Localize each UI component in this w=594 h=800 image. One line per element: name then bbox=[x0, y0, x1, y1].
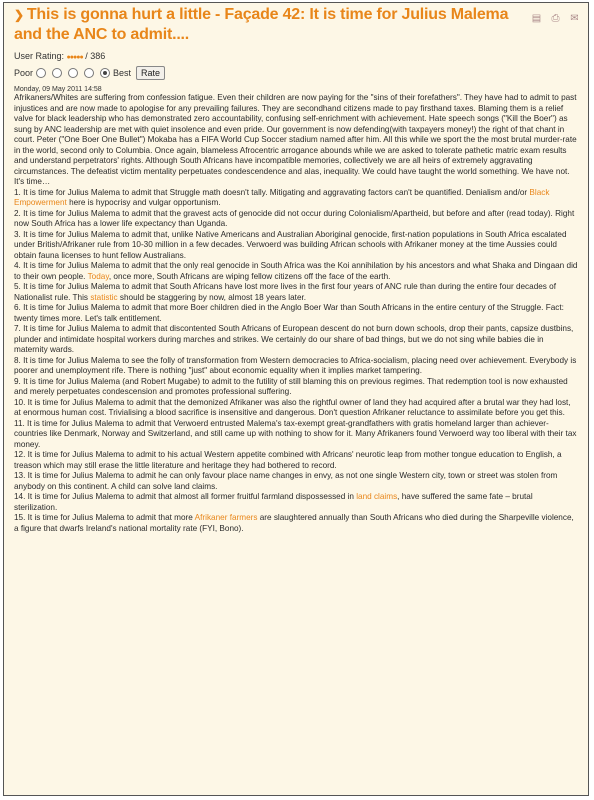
black-empowerment-link[interactable]: Black Empowerment bbox=[14, 187, 550, 207]
list-item-7: 7. It is time for Julius Malema to admit that discontented South Africans of European descent do not burn down schools, drop their pants, capsize dustbins, plunder and intimidate hospital workers during marches and strikes. We certainly do our share of bad things, but we do not sing while babies die in maternity wards. bbox=[14, 324, 574, 354]
list-item-6: 6. It is time for Julius Malema to admit that more Boer children died in the Anglo Boer War than South Africans in the entire century of the Struggle. Fact: twenty times more. Let's talk entitlement. bbox=[14, 303, 564, 323]
pdf-icon[interactable]: ▤ bbox=[531, 13, 542, 24]
vote-radio-5[interactable] bbox=[100, 68, 110, 78]
list-item-4-text-b: , once more, South Africans are wiping fellow citizens off the face of the earth. bbox=[108, 271, 391, 281]
today-link[interactable]: Today bbox=[87, 271, 109, 281]
rating-form bbox=[14, 64, 578, 82]
list-item-1-text-a: 1. It is time for Julius Malema to admit that Struggle math doesn't tally. Mitigating and aggravating factors can't be quantified. Denialism and/or bbox=[14, 187, 530, 197]
vote-radio-4[interactable] bbox=[84, 68, 94, 78]
list-item-10: 10. It is time for Julius Malema to admit that the demonized Afrikaner was also the rightful owner of land they had acquired after a brutal war they had lost, at enormous human cost. Trivialising a blood sacrifice is insensitive and dangerous. Don't question Afrikaner reluctance to assimilate before you get this. bbox=[14, 397, 571, 417]
list-item-8: 8. It is time for Julius Malema to see the folly of transformation from Western democracies to Africa-socialism, placing need over achievement. Everybody is poorer and unemployment rife. There is nothing "just" about economic equality when it implies market tampering. bbox=[14, 355, 577, 375]
vote-best-label: Best bbox=[113, 68, 132, 78]
article-frame bbox=[3, 2, 589, 796]
rating-stars: ●●●●● bbox=[66, 54, 83, 61]
vote-radio-3[interactable] bbox=[68, 68, 78, 78]
list-item-5-text-b: should be staggering by now, almost 18 years later. bbox=[117, 292, 307, 302]
title-arrow-icon: ❯ bbox=[14, 8, 24, 22]
list-item-14-text-a: 14. It is time for Julius Malema to admit that almost all former fruitful farmland dispossessed in bbox=[14, 492, 357, 501]
article-body bbox=[4, 93, 588, 534]
article-title-text[interactable]: This is gonna hurt a little - Façade 42: It is time for Julius Malema and the ANC to admit.... bbox=[14, 6, 509, 43]
list-item-13: 13. It is time for Julius Malema to admit he can only favour place name changes in envy, as not one single Western city, town or street was stolen from anybody on this continent. A child can solve land claims. bbox=[14, 471, 558, 491]
list-item-4 bbox=[14, 261, 578, 282]
list-item-4-text-a: 4. It is time for Julius Malema to admit that the only real genocide in South Africa was the Koi annihilation by his ancestors and what Shaka and Dingaan did to their own people. bbox=[14, 261, 578, 281]
list-item-1-text-b: here is hypocrisy and vulgar opportunism. bbox=[66, 198, 221, 207]
afrikaner-farmers-link[interactable]: Afrikaner farmers bbox=[194, 513, 258, 522]
vote-radio-2[interactable] bbox=[52, 68, 62, 78]
list-item-11: 11. It is time for Julius Malema to admit that Verwoerd entrusted Malema's tax-exempt great-grandfathers with gratis homeland larger than achiever-countries like Denmark, Norway and Switzerland, and still came up with nothing to show for it. Many Afrikaners found Verwoerd way too liberal with their tax money. bbox=[14, 418, 577, 449]
list-item-14 bbox=[14, 492, 578, 513]
article-meta bbox=[4, 44, 588, 93]
vote-radio-1[interactable] bbox=[36, 68, 46, 78]
rating-label: User Rating: bbox=[14, 51, 65, 61]
user-rating bbox=[14, 50, 578, 62]
list-item-15-text-b: are slaughtered annually than South Africans who died during the Sharpeville violence, a figure that dwarfs Ireland's national mortality rate (FYI, Bono). bbox=[14, 513, 574, 533]
list-item-15 bbox=[14, 513, 578, 534]
rate-button[interactable]: Rate bbox=[136, 66, 165, 80]
list-item-5-text-a: 5. It is time for Julius Malema to admit that South Africans have lost more lives in the first four years of ANC rule than during the entire four decades of Nationalist rule. This bbox=[14, 282, 556, 302]
title-bar bbox=[4, 3, 588, 44]
rating-count: / 386 bbox=[85, 51, 106, 61]
land-claims-link[interactable]: land claims bbox=[356, 492, 398, 501]
article-date: Monday, 09 May 2011 14:58 bbox=[14, 86, 102, 93]
list-item-12: 12. It is time for Julius Malema to admit to his actual Western appetite combined with Africans' neurotic leap from mother tongue education to English, a treason which may still erase the little literature and heritage they had bothered to record. bbox=[14, 450, 562, 470]
list-item-1 bbox=[14, 188, 578, 209]
list-item-15-text-a: 15. It is time for Julius Malema to admit that more bbox=[14, 513, 195, 522]
its-time-line: It's time… bbox=[14, 177, 51, 186]
print-icon[interactable]: ⎙ bbox=[551, 13, 560, 24]
statistic-link[interactable]: statistic bbox=[90, 292, 118, 302]
list-item-14-text-b: , have suffered the same fate – brutal sterilization. bbox=[14, 492, 533, 512]
list-item-9: 9. It is time for Julius Malema (and Robert Mugabe) to admit to the futility of still blaming this on previous regimes. That redemption tool is now exhausted and merely perpetuates condescension and promotes professional suffering. bbox=[14, 376, 568, 396]
list-item-2: 2. It is time for Julius Malema to admit that the gravest acts of genocide did not occur during Colonialism/Apartheid, but before and after (read today). Right now South Africa has a lower life expectancy than Uganda. bbox=[14, 208, 575, 228]
list-item-3: 3. It is time for Julius Malema to admit that, unlike Native Americans and Australian Aboriginal genocide, first-nation populations in South Africa escalated under British/Afrikaner rule from 10-30 million in a few decades. Verwoerd was building African schools with Afrikaner money at the time Aussies could obtain fauna licenses to hunt fellow Australians. bbox=[14, 229, 567, 260]
intro-paragraph: Afrikaners/Whites are suffering from confession fatigue. Even their children are now paying for the "sins of their forefathers". They have had to admit to past injustices and are now made to apologise for any prevailing failures. They are secondhand citizens made to pay firsthand taxes. Blaming them is a relief valve for black leadership who has demonstrated zero accountability, confusing self-enrichment with achievement. Hate speech songs ("Kill the Boer") as sung by ANC leadership are met with quiet insolence and even pride. Our government is now defending(with taxpayers money!) the right of that chant in court. Peter ("One Boer One Bullet") Mokaba has a FIFA World Cup Soccer stadium named after him. All this while we sport the the most brutal murder-rate in the world, second only to Columbia. Once again, blameless Afrocentric arrogance abounds while we are asked to tolerate pathetic matric exam results and understand perpetrators' rights. Although South Africans have incompatible memories, collectively we are all heirs of extremely aggravating circumstances. The defeatist victim mentality perpetuates condescendence and alas, inequality. We could have taught the world something. We have not. bbox=[14, 93, 577, 176]
list-item-5 bbox=[14, 282, 578, 303]
article-title[interactable] bbox=[14, 5, 528, 44]
article-tools bbox=[531, 13, 580, 24]
email-icon[interactable]: ✉ bbox=[570, 13, 579, 24]
vote-poor-label: Poor bbox=[14, 68, 34, 78]
